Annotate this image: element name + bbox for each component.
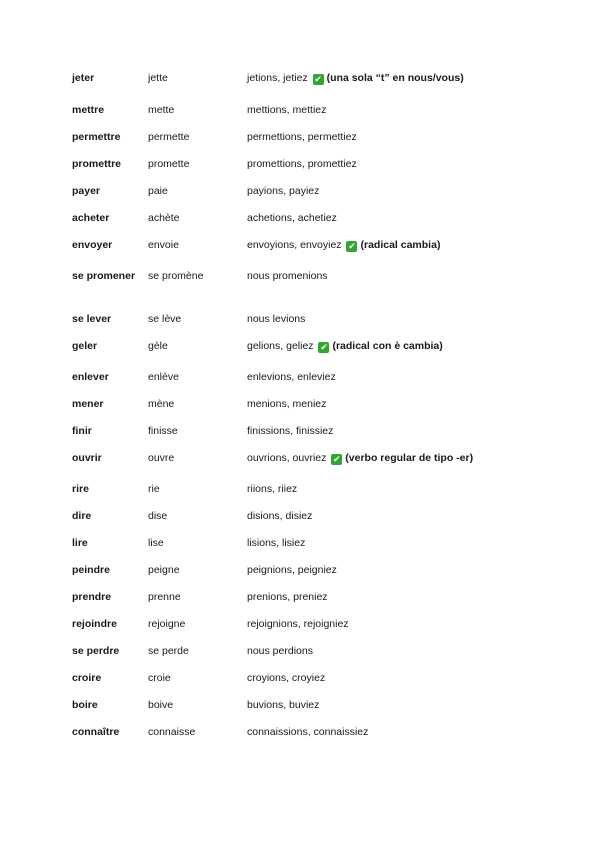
verb-infinitive: se lever — [72, 313, 112, 325]
verb-subjunctive: promette — [148, 158, 190, 170]
verb-nous-vous-forms — [247, 563, 532, 590]
forms-text: buvions, buviez — [247, 699, 320, 711]
verb-infinitive: envoyer — [72, 239, 113, 251]
verb-row — [72, 451, 532, 482]
verb-row — [72, 725, 532, 752]
forms-text: envoyions, envoyiez — [247, 239, 342, 251]
verb-nous-vous-forms — [247, 312, 532, 339]
verb-subjunctive: se lève — [148, 313, 182, 325]
forms-text: nous levions — [247, 313, 306, 325]
verb-nous-vous-forms — [247, 211, 532, 238]
verb-subjunctive: envoie — [148, 239, 179, 251]
verb-row — [72, 130, 532, 157]
verb-nous-vous-forms — [247, 130, 532, 157]
verb-infinitive: peindre — [72, 564, 110, 576]
verb-infinitive: ouvrir — [72, 452, 102, 464]
verb-infinitive: geler — [72, 340, 98, 352]
verb-infinitive: boire — [72, 699, 98, 711]
check-mark-icon: ✔ — [314, 74, 322, 84]
verb-nous-vous-forms — [247, 698, 532, 725]
verb-nous-vous-forms — [247, 590, 532, 617]
verb-infinitive: se promener — [72, 270, 136, 282]
verb-infinitive: mener — [72, 398, 104, 410]
verb-nous-vous-forms — [247, 482, 532, 509]
verb-row — [72, 71, 532, 103]
note-text: (una sola “t” en nous/vous) — [326, 72, 464, 84]
note-text: (radical cambia) — [360, 239, 441, 251]
forms-text: rejoignions, rejoigniez — [247, 618, 349, 630]
verb-subjunctive: croie — [148, 672, 171, 684]
verb-row — [72, 211, 532, 238]
verb-nous-vous-forms — [247, 397, 532, 424]
check-mark-icon: ✔ — [320, 342, 328, 352]
verb-nous-vous-forms — [247, 536, 532, 563]
forms-text: riions, riiez — [247, 483, 298, 495]
verb-subjunctive: mette — [148, 104, 175, 116]
verb-row — [72, 424, 532, 451]
forms-text: enlevions, enleviez — [247, 371, 336, 383]
forms-text: peignions, peigniez — [247, 564, 337, 576]
verb-infinitive: rire — [72, 483, 89, 495]
verb-subjunctive: se promène — [148, 270, 204, 282]
verb-infinitive: croire — [72, 672, 102, 684]
verb-nous-vous-forms — [247, 71, 532, 103]
forms-text: disions, disiez — [247, 510, 313, 522]
forms-text: achetions, achetiez — [247, 212, 337, 224]
verb-row — [72, 698, 532, 725]
forms-text: menions, meniez — [247, 398, 327, 410]
verb-subjunctive: ouvre — [148, 452, 175, 464]
verb-subjunctive: mène — [148, 398, 175, 410]
verb-row — [72, 482, 532, 509]
verb-subjunctive: boive — [148, 699, 174, 711]
verb-subjunctive: rejoigne — [148, 618, 186, 630]
verb-nous-vous-forms — [247, 617, 532, 644]
verb-nous-vous-forms — [247, 424, 532, 451]
verb-nous-vous-forms — [247, 339, 532, 370]
verb-table — [72, 71, 532, 752]
verb-row — [72, 312, 532, 339]
forms-text: permettions, permettiez — [247, 131, 357, 143]
verb-row — [72, 238, 532, 269]
forms-text: payions, payiez — [247, 185, 320, 197]
verb-row — [72, 671, 532, 698]
verb-subjunctive: permette — [148, 131, 190, 143]
verb-nous-vous-forms — [247, 238, 532, 269]
forms-text: connaissions, connaissiez — [247, 726, 369, 738]
verb-row — [72, 509, 532, 536]
forms-text: lisions, lisiez — [247, 537, 306, 549]
verb-nous-vous-forms — [247, 370, 532, 397]
verb-row — [72, 397, 532, 424]
verb-nous-vous-forms — [247, 451, 532, 482]
verb-subjunctive: se perde — [148, 645, 189, 657]
verb-subjunctive: prenne — [148, 591, 181, 603]
verb-subjunctive: achète — [148, 212, 180, 224]
verb-infinitive: finir — [72, 425, 92, 437]
verb-infinitive: enlever — [72, 371, 109, 383]
forms-text: promettions, promettiez — [247, 158, 357, 170]
forms-text: gelions, geliez — [247, 340, 314, 352]
verb-nous-vous-forms — [247, 103, 532, 130]
verb-infinitive: mettre — [72, 104, 105, 116]
verb-nous-vous-forms — [247, 644, 532, 671]
verb-row — [72, 617, 532, 644]
forms-text: prenions, preniez — [247, 591, 328, 603]
verb-row — [72, 157, 532, 184]
verb-table-body — [72, 71, 532, 752]
verb-infinitive: se perdre — [72, 645, 120, 657]
verb-subjunctive: connaisse — [148, 726, 196, 738]
note-text: (radical con è cambia) — [332, 340, 443, 352]
verb-row — [72, 536, 532, 563]
verb-subjunctive: paie — [148, 185, 168, 197]
verb-nous-vous-forms — [247, 269, 532, 312]
verb-infinitive: dire — [72, 510, 92, 522]
note-text: (verbo regular de tipo -er) — [345, 452, 474, 464]
verb-subjunctive: enlève — [148, 371, 179, 383]
verb-subjunctive: rie — [148, 483, 160, 495]
forms-text: croyions, croyiez — [247, 672, 326, 684]
verb-infinitive: connaître — [72, 726, 120, 738]
verb-nous-vous-forms — [247, 725, 532, 752]
verb-row — [72, 370, 532, 397]
verb-subjunctive: lise — [148, 537, 164, 549]
verb-infinitive: rejoindre — [72, 618, 117, 630]
forms-text: finissions, finissiez — [247, 425, 334, 437]
check-mark-icon: ✔ — [348, 241, 356, 251]
verb-row — [72, 644, 532, 671]
verb-nous-vous-forms — [247, 509, 532, 536]
verb-infinitive: promettre — [72, 158, 122, 170]
verb-subjunctive: peigne — [148, 564, 180, 576]
verb-nous-vous-forms — [247, 157, 532, 184]
verb-row — [72, 184, 532, 211]
verb-row — [72, 590, 532, 617]
verb-infinitive: permettre — [72, 131, 121, 143]
verb-row — [72, 339, 532, 370]
verb-subjunctive: dise — [148, 510, 168, 522]
forms-text: nous perdions — [247, 645, 313, 657]
check-mark-icon: ✔ — [333, 454, 341, 464]
forms-text: jetions, jetiez — [247, 72, 308, 84]
verb-infinitive: lire — [72, 537, 88, 549]
verb-row — [72, 269, 532, 312]
verb-infinitive: prendre — [72, 591, 112, 603]
verb-nous-vous-forms — [247, 184, 532, 211]
forms-text: mettions, mettiez — [247, 104, 327, 116]
verb-nous-vous-forms — [247, 671, 532, 698]
verb-infinitive: payer — [72, 185, 101, 197]
verb-subjunctive: finisse — [148, 425, 178, 437]
verb-row — [72, 563, 532, 590]
forms-text: ouvrions, ouvriez — [247, 452, 327, 464]
verb-infinitive: acheter — [72, 212, 110, 224]
verb-subjunctive: gèle — [148, 340, 168, 352]
verb-subjunctive: jette — [148, 72, 168, 84]
verb-infinitive: jeter — [72, 72, 95, 84]
forms-text: nous promenions — [247, 270, 328, 282]
verb-row — [72, 103, 532, 130]
